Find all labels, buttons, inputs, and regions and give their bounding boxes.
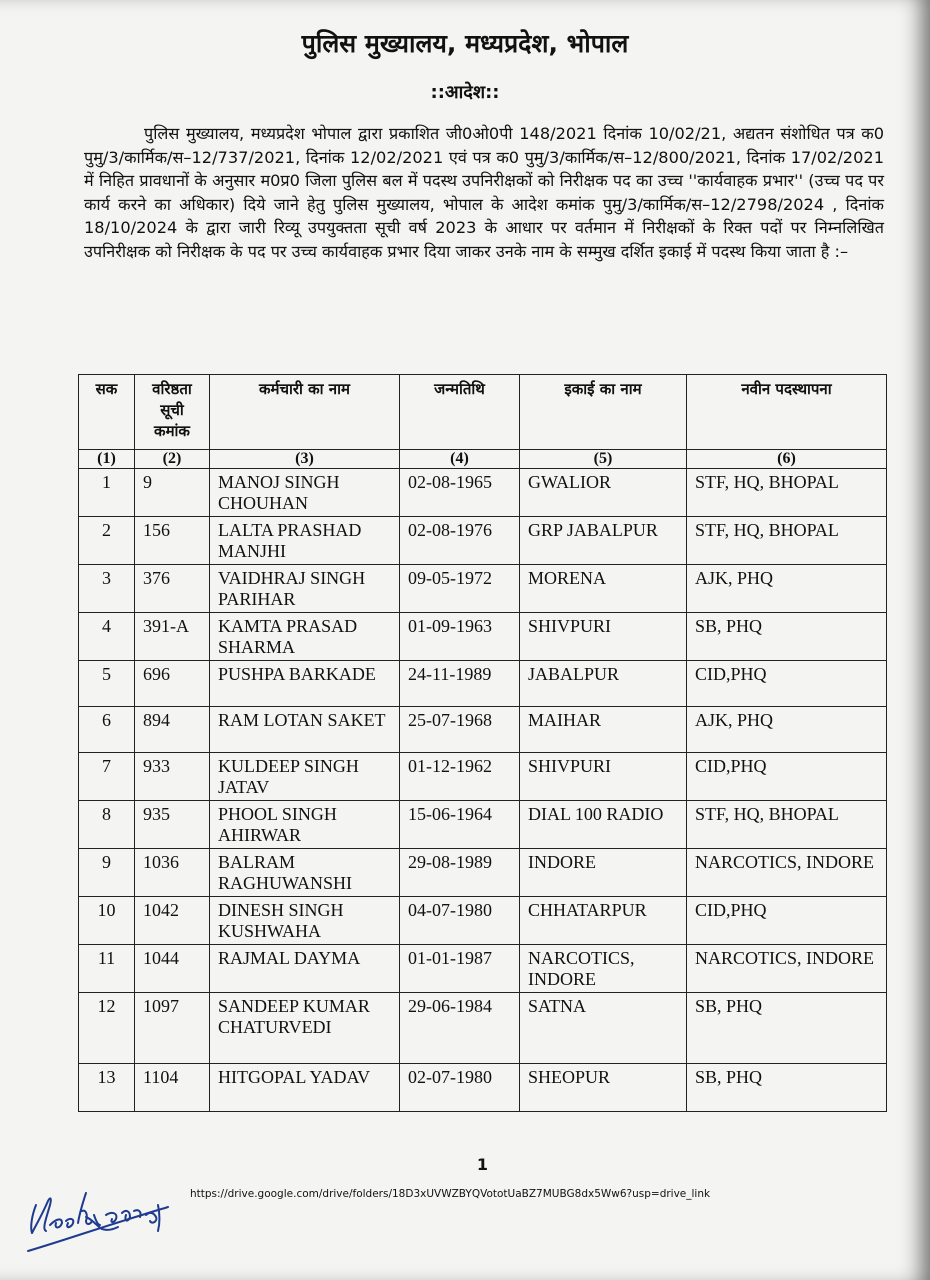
unit-cell: SHEOPUR: [520, 1064, 687, 1112]
unit-cell: CHHATARPUR: [520, 897, 687, 945]
table-row: [79, 1064, 887, 1112]
seniority-number-cell: 933: [135, 753, 210, 801]
dob-cell: 01-01-1987: [400, 945, 520, 993]
header-new-posting: नवीन पदस्थापना: [687, 375, 887, 450]
new-posting-cell: SB, PHQ: [687, 993, 887, 1064]
employee-name-cell: LALTA PRASHAD MANJHI: [210, 517, 400, 565]
unit-cell: SHIVPURI: [520, 613, 687, 661]
dob-cell: 01-09-1963: [400, 613, 520, 661]
column-number-row: [79, 450, 887, 469]
seniority-number-cell: 1104: [135, 1064, 210, 1112]
page-number: 1: [476, 1155, 489, 1174]
serial-number-cell: 11: [79, 945, 135, 993]
table-row: [79, 897, 887, 945]
dob-cell: 01-12-1962: [400, 753, 520, 801]
new-posting-cell: CID,PHQ: [687, 661, 887, 707]
table-row: [79, 613, 887, 661]
unit-cell: JABALPUR: [520, 661, 687, 707]
handwritten-signature: [22, 1175, 172, 1255]
table-row: [79, 565, 887, 613]
employee-name-cell: HITGOPAL YADAV: [210, 1064, 400, 1112]
dob-cell: 02-07-1980: [400, 1064, 520, 1112]
column-number: (3): [210, 450, 400, 469]
table-row: [79, 517, 887, 565]
new-posting-cell: SB, PHQ: [687, 613, 887, 661]
new-posting-cell: STF, HQ, BHOPAL: [687, 469, 887, 517]
employee-name-cell: VAIDHRAJ SINGH PARIHAR: [210, 565, 400, 613]
unit-cell: SATNA: [520, 993, 687, 1064]
table-row: [79, 849, 887, 897]
seniority-number-cell: 376: [135, 565, 210, 613]
header-seniority: वरिष्ठता सूची कमांक: [135, 375, 210, 450]
seniority-number-cell: 1042: [135, 897, 210, 945]
serial-number-cell: 2: [79, 517, 135, 565]
dob-cell: 29-06-1984: [400, 993, 520, 1064]
serial-number-cell: 13: [79, 1064, 135, 1112]
serial-number-cell: 7: [79, 753, 135, 801]
column-number: (4): [400, 450, 520, 469]
employee-name-cell: MANOJ SINGH CHOUHAN: [210, 469, 400, 517]
unit-cell: SHIVPURI: [520, 753, 687, 801]
order-body-text: पुलिस मुख्यालय, मध्यप्रदेश भोपाल द्वारा प्रकाशित जी0ओ0पी 148/2021 दिनांक 10/02/21, अद्यतन संशोधित पत्र क0 पुमु/3/कार्मिक/स–12/737/2021, दिनांक 12/02/2021 एवं पत्र क0 पुमु/3/कार्मिक/स–12/800/2021, दिनांक 17/02/2021 में निहित प्रावधानों के अनुसार म0प्र0 जिला पुलिस बल में पदस्थ उपनिरीक्षकों को निरीक्षक पद का उच्च ''कार्यवाहक प्रभार'' (उच्च पद पर कार्य करने का अधिकार) दिये जाने हेतु पुलिस मुख्यालय, भोपाल के आदेश कमांक पुमु/3/कार्मिक/स–12/2798/2024 , दिनांक 18/10/2024 के द्वारा जारी रिव्यू उपयुक्तता सूची वर्ष 2023 के आधार पर वर्तमान में निरीक्षकों के रिक्त पदों पर निम्नलिखित उपनिरीक्षक को निरीक्षक के पद पर उच्च कार्यवाहक प्रभार दिया जाकर उनके नाम के सम्मुख दर्शित इकाई में पदस्थ किया जाता है :–: [84, 124, 884, 261]
serial-number-cell: 5: [79, 661, 135, 707]
column-number: (5): [520, 450, 687, 469]
table-body: [79, 469, 887, 1112]
serial-number-cell: 3: [79, 565, 135, 613]
drive-link[interactable]: https://drive.google.com/drive/folders/18D3xUVWZBYQVototUaBZ7MUBG8dx5Ww6?usp=drive_link: [190, 1188, 711, 1200]
table-row: [79, 993, 887, 1064]
serial-number-cell: 4: [79, 613, 135, 661]
new-posting-cell: AJK, PHQ: [687, 707, 887, 753]
seniority-number-cell: 894: [135, 707, 210, 753]
seniority-number-cell: 156: [135, 517, 210, 565]
unit-cell: NARCOTICS, INDORE: [520, 945, 687, 993]
employee-name-cell: RAJMAL DAYMA: [210, 945, 400, 993]
seniority-number-cell: 935: [135, 801, 210, 849]
header-employee-name: कर्मचारी का नाम: [210, 375, 400, 450]
new-posting-cell: NARCOTICS, INDORE: [687, 945, 887, 993]
dob-cell: 25-07-1968: [400, 707, 520, 753]
serial-number-cell: 8: [79, 801, 135, 849]
table-header-row: [79, 375, 887, 450]
new-posting-cell: NARCOTICS, INDORE: [687, 849, 887, 897]
employee-name-cell: KULDEEP SINGH JATAV: [210, 753, 400, 801]
seniority-number-cell: 1036: [135, 849, 210, 897]
table-row: [79, 707, 887, 753]
seniority-number-cell: 391-A: [135, 613, 210, 661]
unit-cell: MAIHAR: [520, 707, 687, 753]
new-posting-cell: AJK, PHQ: [687, 565, 887, 613]
dob-cell: 09-05-1972: [400, 565, 520, 613]
serial-number-cell: 1: [79, 469, 135, 517]
dob-cell: 24-11-1989: [400, 661, 520, 707]
serial-number-cell: 12: [79, 993, 135, 1064]
table-row: [79, 469, 887, 517]
document-heading: पुलिस मुख्यालय, मध्यप्रदेश, भोपाल: [301, 29, 629, 58]
seniority-number-cell: 1044: [135, 945, 210, 993]
new-posting-cell: CID,PHQ: [687, 897, 887, 945]
dob-cell: 02-08-1976: [400, 517, 520, 565]
employee-name-cell: SANDEEP KUMAR CHATURVEDI: [210, 993, 400, 1064]
employee-name-cell: BALRAM RAGHUWANSHI: [210, 849, 400, 897]
order-title: ::आदेश::: [430, 82, 500, 103]
column-number: (2): [135, 450, 210, 469]
table-row: [79, 945, 887, 993]
table-row: [79, 801, 887, 849]
serial-number-cell: 10: [79, 897, 135, 945]
column-number: (6): [687, 450, 887, 469]
dob-cell: 04-07-1980: [400, 897, 520, 945]
seniority-number-cell: 1097: [135, 993, 210, 1064]
unit-cell: DIAL 100 RADIO: [520, 801, 687, 849]
seniority-number-cell: 9: [135, 469, 210, 517]
unit-cell: GWALIOR: [520, 469, 687, 517]
serial-number-cell: 9: [79, 849, 135, 897]
new-posting-cell: CID,PHQ: [687, 753, 887, 801]
new-posting-cell: STF, HQ, BHOPAL: [687, 517, 887, 565]
new-posting-cell: SB, PHQ: [687, 1064, 887, 1112]
dob-cell: 02-08-1965: [400, 469, 520, 517]
unit-cell: MORENA: [520, 565, 687, 613]
dob-cell: 29-08-1989: [400, 849, 520, 897]
new-posting-cell: STF, HQ, BHOPAL: [687, 801, 887, 849]
table-row: [79, 753, 887, 801]
column-number: (1): [79, 450, 135, 469]
posting-table: [78, 374, 887, 1112]
header-serial: सक: [79, 375, 135, 450]
employee-name-cell: RAM LOTAN SAKET: [210, 707, 400, 753]
employee-name-cell: PUSHPA BARKADE: [210, 661, 400, 707]
dob-cell: 15-06-1964: [400, 801, 520, 849]
unit-cell: INDORE: [520, 849, 687, 897]
table-row: [79, 661, 887, 707]
unit-cell: GRP JABALPUR: [520, 517, 687, 565]
serial-number-cell: 6: [79, 707, 135, 753]
employee-name-cell: PHOOL SINGH AHIRWAR: [210, 801, 400, 849]
employee-name-cell: KAMTA PRASAD SHARMA: [210, 613, 400, 661]
employee-name-cell: DINESH SINGH KUSHWAHA: [210, 897, 400, 945]
header-unit: इकाई का नाम: [520, 375, 687, 450]
seniority-number-cell: 696: [135, 661, 210, 707]
header-dob: जन्मतिथि: [400, 375, 520, 450]
